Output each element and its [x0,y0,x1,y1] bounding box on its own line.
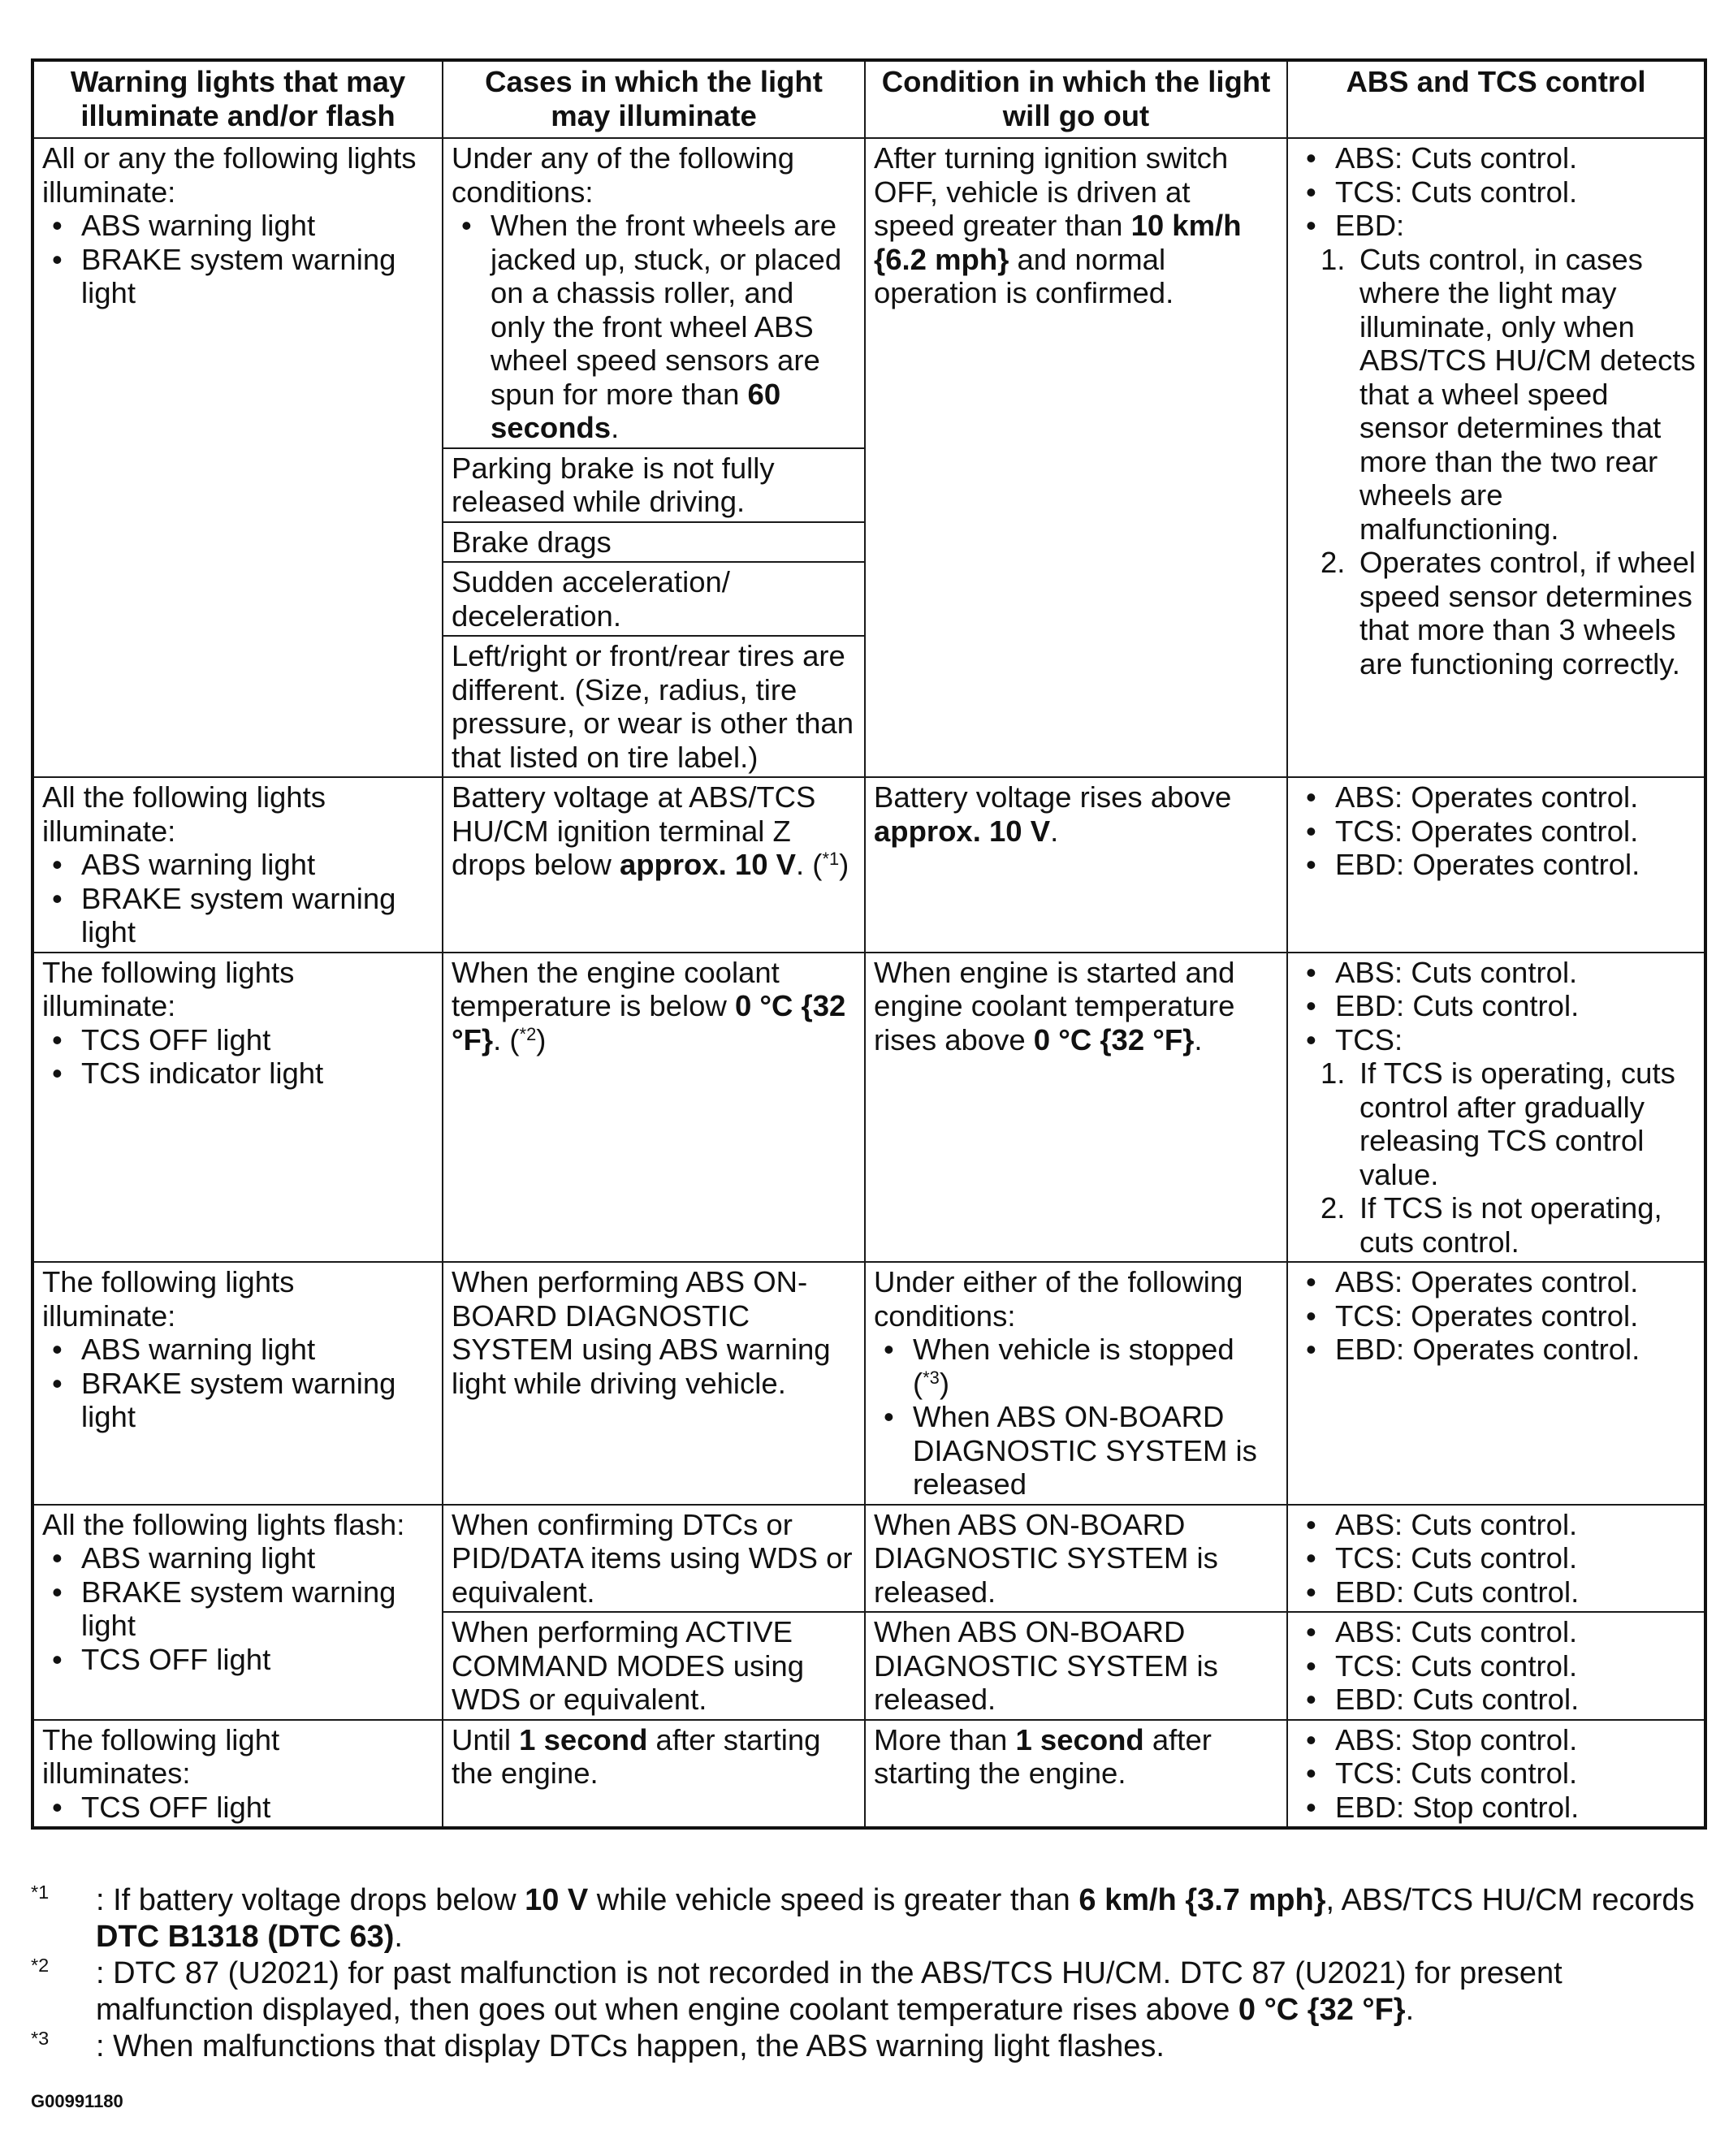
item-number: 1. [1321,242,1346,276]
list-item: • BRAKE system warning light [42,243,434,310]
table-row [32,953,1705,1263]
footnote-text: while vehicle speed is greater than [588,1883,1079,1917]
footnote-text: . [394,1920,403,1954]
list-item: • BRAKE system warning light [42,882,434,949]
case-text: ) [839,848,849,881]
list-item: • ABS: Operates control. [1296,780,1696,814]
case-emphasis: 1 second [519,1722,648,1756]
table-header-row [32,60,1705,138]
document-page [31,58,1704,1830]
footnote-ref: *2 [519,1023,537,1044]
list-item: • TCS OFF light [42,1643,434,1677]
go-out-emphasis: 10 km/h {6.2 mph} [874,209,1242,276]
case-text: . ( [796,848,823,881]
control-list [1296,1723,1696,1825]
footnote-3 [31,2029,1704,2065]
table-row [32,1262,1705,1505]
footnote-emphasis: 0 °C {32 °F} [1238,1993,1406,2027]
case-text: Until [452,1722,520,1756]
control-sublist [1296,1056,1696,1259]
control-cell [1287,1612,1705,1720]
lights-list [42,1023,434,1091]
go-out-text: ) [939,1366,950,1400]
footnote-ref: *3 [923,1367,940,1388]
lights-list [42,848,434,949]
lights-cell [32,138,443,777]
go-out-text: After turning ignition switch OFF, vehicle is driven at speed greater than [874,141,1229,242]
list-item: • ABS warning light [42,1541,434,1575]
table-row [32,1720,1705,1829]
go-out-emphasis: 1 second [1015,1722,1144,1756]
list-item [874,1333,1278,1400]
list-item: • ABS: Stop control. [1296,1723,1696,1757]
control-cell [1287,953,1705,1263]
control-list [1296,956,1696,1057]
figure-id: G00991180 [31,2091,123,2111]
lights-cell [32,1720,443,1829]
case-cell [443,953,865,1263]
case-cell: Sudden acceleration/ deceleration. [443,562,865,636]
list-item: • EBD: Cuts control. [1296,1683,1696,1717]
footnote-text: , ABS/TCS HU/CM records [1325,1883,1695,1917]
item-text: If TCS is not operating, cuts control. [1359,1191,1662,1259]
lights-cell [32,1262,443,1505]
go-out-intro: Under either of the following conditions: [874,1265,1243,1333]
item-number: 2. [1321,546,1346,579]
footnote-mark: *3 [31,2027,50,2049]
lights-cell [32,1505,443,1720]
list-item: • ABS warning light [42,848,434,882]
list-item: • ABS: Cuts control. [1296,1615,1696,1649]
footnote-mark: *2 [31,1954,50,1976]
lights-list [42,1791,434,1825]
list-item: • TCS: [1296,1023,1696,1057]
lights-intro: All or any the following lights illuminate: [42,141,417,209]
header-condition-go-out: Condition in which the light will go out [865,60,1287,138]
list-item: • TCS OFF light [42,1023,434,1057]
warning-lights-table [31,58,1707,1830]
list-item: • ABS: Cuts control. [1296,1508,1696,1542]
list-item: • TCS OFF light [42,1791,434,1825]
footnote-text: : When malfunctions that display DTCs happen, the ABS warning light flashes. [96,2029,1165,2063]
case-cell [443,1720,865,1829]
footnote-mark: *1 [31,1881,50,1903]
go-out-text: and normal operation is confirmed. [874,242,1174,309]
go-out-cell [865,1720,1287,1829]
control-list [1296,1508,1696,1609]
footnote-emphasis: 6 km/h {3.7 mph} [1078,1883,1326,1917]
list-item: • TCS: Operates control. [1296,814,1696,849]
control-list [1296,1615,1696,1717]
list-item: • BRAKE system warning light [42,1575,434,1643]
item-text: If TCS is operating, cuts control after gradually releasing TCS control value. [1359,1056,1675,1191]
control-cell [1287,1720,1705,1829]
lights-intro: The following lights illuminate: [42,955,295,1022]
list-item: • When ABS ON-BOARD DIAGNOSTIC SYSTEM is released [874,1400,1278,1501]
item-number: 2. [1321,1191,1346,1225]
control-list [1296,141,1696,243]
footnote-emphasis: 10 V [525,1883,589,1917]
control-cell [1287,1505,1705,1613]
footnote-text: : DTC 87 (U2021) for past malfunction is not recorded in the ABS/TCS HU/CM. DTC 87 (U2021) for present malfunction displayed, then goes out when engine coolant temperature rises above [96,1956,1563,2027]
case-emphasis: 0 °C {32 °F} [452,989,846,1056]
list-item: • TCS: Operates control. [1296,1299,1696,1333]
control-list [1296,780,1696,882]
footnote-1 [31,1882,1704,1955]
footnote-ref: *1 [822,848,840,869]
lights-cell [32,953,443,1263]
table-row [32,1505,1705,1613]
case-text: When the engine coolant temperature is below [452,955,780,1022]
list-item: • BRAKE system warning light [42,1367,434,1434]
go-out-cell [865,1262,1287,1505]
case-intro: Under any of the following conditions: [452,141,795,209]
go-out-cell [865,138,1287,777]
control-cell [1287,777,1705,953]
header-cases: Cases in which the light may illuminate [443,60,865,138]
list-item [1321,243,1696,547]
list-item: • ABS: Operates control. [1296,1265,1696,1299]
table-row [32,138,1705,448]
item-number: 1. [1321,1056,1346,1090]
go-out-text: Battery voltage rises above [874,780,1232,814]
lights-intro: The following light illuminates: [42,1722,280,1790]
control-cell [1287,1262,1705,1505]
go-out-text: When engine is started and engine coolant temperature rises above [874,955,1235,1056]
footnotes [31,1882,1704,2065]
go-out-cell: When ABS ON-BOARD DIAGNOSTIC SYSTEM is released. [865,1612,1287,1720]
list-item: • EBD: Operates control. [1296,1333,1696,1367]
lights-intro: The following lights illuminate: [42,1265,295,1333]
go-out-text: . [1194,1022,1203,1056]
go-out-cell [865,953,1287,1263]
list-item: • ABS warning light [42,1333,434,1367]
header-warning-lights: Warning lights that may illuminate and/or flash [32,60,443,138]
go-out-text: More than [874,1722,1016,1756]
go-out-cell [865,777,1287,953]
list-item: • EBD: Cuts control. [1296,989,1696,1023]
list-item: • TCS indicator light [42,1056,434,1091]
table-row [32,777,1705,953]
list-item: • ABS: Cuts control. [1296,956,1696,990]
list-item: • TCS: Cuts control. [1296,175,1696,210]
list-item: • TCS: Cuts control. [1296,1541,1696,1575]
list-item [1321,1056,1696,1191]
control-list [1296,1265,1696,1367]
case-list [452,209,856,445]
case-cell: When confirming DTCs or PID/DATA items using WDS or equivalent. [443,1505,865,1613]
lights-cell [32,777,443,953]
list-item: • ABS warning light [42,209,434,243]
case-cell: Left/right or front/rear tires are different. (Size, radius, tire pressure, or wear is other than that listed on tire label.) [443,636,865,777]
lights-intro: All the following lights illuminate: [42,780,326,848]
lights-list [42,1333,434,1434]
case-text: . [611,411,620,444]
case-emphasis: approx. 10 V [619,848,797,881]
case-cell [443,777,865,953]
go-out-cell: When ABS ON-BOARD DIAGNOSTIC SYSTEM is released. [865,1505,1287,1613]
case-text: Battery voltage at ABS/TCS HU/CM ignition terminal Z drops below [452,780,816,881]
list-item: • EBD: Operates control. [1296,848,1696,882]
footnote-text: : If battery voltage drops below [96,1883,525,1917]
case-text: When the front wheels are jacked up, stuck, or placed on a chassis roller, and only the front wheel ABS wheel speed sensors are spun for more than [491,209,842,411]
item-text: Cuts control, in cases where the light may illuminate, only when ABS/TCS HU/CM detects that a wheel speed sensor determines that more than the two rear wheels are malfunctioning. [1359,242,1696,546]
footnote-2 [31,1955,1704,2029]
case-text: after starting the engine. [452,1722,821,1790]
footnote-marker [31,2029,49,2065]
item-text: Operates control, if wheel speed sensor determines that more than 3 wheels are functioning correctly. [1359,546,1696,681]
footnote-emphasis: DTC B1318 (DTC 63) [96,1920,395,1954]
list-item: • EBD: Cuts control. [1296,1575,1696,1609]
control-sublist [1296,243,1696,681]
go-out-text: When vehicle is stopped ( [913,1333,1234,1400]
case-cell: Parking brake is not fully released while driving. [443,448,865,522]
header-abs-tcs-control: ABS and TCS control [1287,60,1705,138]
list-item [1321,1191,1696,1259]
list-item [1321,546,1696,681]
go-out-emphasis: approx. 10 V [874,814,1051,848]
footnote-marker [31,1955,49,1992]
list-item [452,209,856,445]
list-item: • EBD: Stop control. [1296,1791,1696,1825]
lights-list [42,1541,434,1676]
go-out-emphasis: 0 °C {32 °F} [1033,1022,1195,1056]
footnote-text: . [1405,1993,1415,2027]
case-cell: When performing ABS ON-BOARD DIAGNOSTIC SYSTEM using ABS warning light while driving vehicle. [443,1262,865,1505]
list-item: • TCS: Cuts control. [1296,1649,1696,1683]
lights-intro: All the following lights flash: [42,1507,405,1541]
case-emphasis: 60 seconds [491,377,781,444]
list-item: • EBD: [1296,209,1696,243]
control-cell [1287,138,1705,777]
case-cell: Brake drags [443,522,865,563]
list-item: • ABS: Cuts control. [1296,141,1696,175]
case-text: . ( [493,1022,520,1056]
go-out-text: . [1050,814,1059,848]
case-cell [443,138,865,448]
case-text: ) [536,1022,547,1056]
list-item: • TCS: Cuts control. [1296,1756,1696,1791]
go-out-list [874,1333,1278,1501]
lights-list [42,209,434,310]
case-cell: When performing ACTIVE COMMAND MODES using WDS or equivalent. [443,1612,865,1720]
go-out-text: after starting the engine. [874,1722,1212,1790]
footnote-marker [31,1882,49,1919]
